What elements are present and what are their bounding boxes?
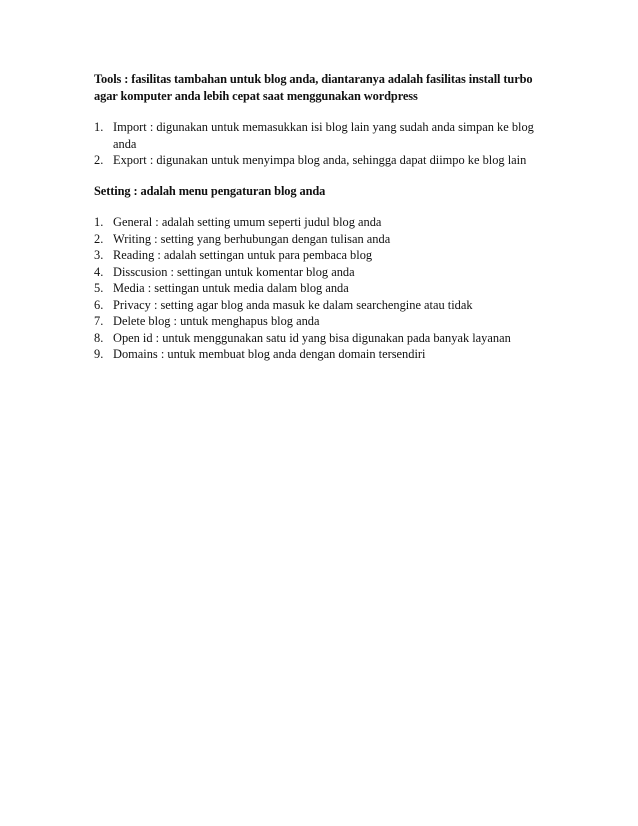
list-item-text: Disscusion : settingan untuk komentar blog anda xyxy=(113,264,355,279)
setting-list-item-reading xyxy=(94,247,554,264)
tools-list-item-export xyxy=(94,152,554,169)
setting-list xyxy=(94,214,554,363)
tools-list-item-import xyxy=(94,119,554,152)
setting-heading: Setting : adalah menu pengaturan blog anda xyxy=(94,183,326,198)
list-item-text: Media : settingan untuk media dalam blog anda xyxy=(113,281,349,295)
list-number: 1. xyxy=(94,215,104,229)
spacer xyxy=(94,199,554,214)
list-item-text: Reading : adalah settingan untuk para pembaca blog xyxy=(113,248,373,262)
setting-list-item-writing xyxy=(94,231,554,248)
tools-heading: Tools : fasilitas tambahan untuk blog anda, diantaranya adalah fasilitas install turbo agar komputer anda lebih cepat saat menggunakan wordpress xyxy=(94,72,533,103)
setting-list-item-privacy xyxy=(94,297,554,314)
list-item-text: General : adalah setting umum seperti judul blog anda xyxy=(113,215,382,229)
setting-list-item-delete-blog xyxy=(94,313,554,330)
list-item-text: Domains : untuk membuat blog anda dengan domain tersendiri xyxy=(113,347,426,361)
document-content xyxy=(94,71,554,363)
list-item-text: Export : digunakan untuk menyimpa blog anda, sehingga dapat diimpo ke blog lain xyxy=(113,153,527,167)
list-number: 7. xyxy=(94,314,104,328)
list-number: 9. xyxy=(94,347,104,361)
setting-list-item-domains xyxy=(94,346,554,363)
list-number: 2. xyxy=(94,153,104,167)
list-item-text: Writing : setting yang berhubungan dengan tulisan anda xyxy=(113,231,391,246)
list-item-text: Open id : untuk menggunakan satu id yang bisa digunakan pada banyak layanan xyxy=(113,330,511,345)
tools-list xyxy=(94,119,554,169)
setting-list-item-general xyxy=(94,214,554,231)
setting-list-item-open-id xyxy=(94,330,554,347)
list-item-text: Import : digunakan untuk memasukkan isi blog lain yang sudah anda simpan ke blog anda xyxy=(113,120,534,151)
list-item-text: Privacy : setting agar blog anda masuk ke dalam searchengine atau tidak xyxy=(113,297,473,312)
list-item-text: Delete blog : untuk menghapus blog anda xyxy=(113,314,320,328)
setting-list-item-media xyxy=(94,280,554,297)
list-number: 5. xyxy=(94,281,104,295)
list-number: 2. xyxy=(94,231,104,246)
list-number: 8. xyxy=(94,330,104,345)
list-number: 3. xyxy=(94,248,104,262)
list-number: 6. xyxy=(94,297,104,312)
list-number: 1. xyxy=(94,120,104,134)
spacer xyxy=(94,169,554,183)
setting-list-item-discussion xyxy=(94,264,554,281)
list-number: 4. xyxy=(94,264,104,279)
spacer xyxy=(94,104,554,119)
